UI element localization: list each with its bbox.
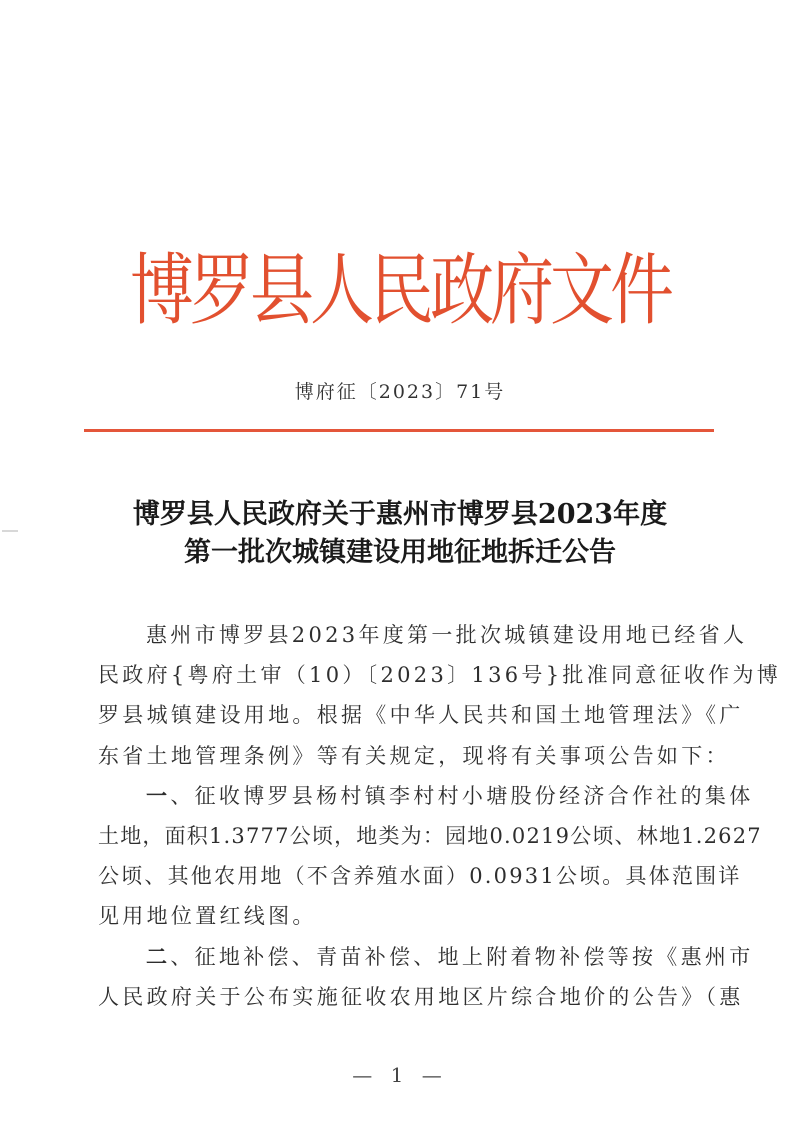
issuer-char: 府 bbox=[490, 246, 554, 337]
issuer-char: 民 bbox=[370, 246, 434, 337]
body-line: 罗县城镇建设用地。根据《中华人民共和国土地管理法》《广 bbox=[98, 703, 744, 728]
body-line: 土地，面积1.3777公顷，地类为：园地0.0219公顷、林地1.2627 bbox=[98, 824, 762, 849]
section-two-line bbox=[98, 937, 754, 977]
body-text bbox=[98, 615, 782, 1017]
body-line: 人民政府关于公布实施征收农用地区片综合地价的公告》（惠 bbox=[98, 984, 744, 1009]
body-line: 、征地补偿、青苗补偿、地上附着物补偿等按《惠州市 bbox=[170, 944, 754, 969]
document-title bbox=[0, 496, 800, 572]
issuer-char: 政 bbox=[430, 246, 494, 337]
body-line: 民政府{粤府土审（10）〔2023〕136号}批准同意征收作为博 bbox=[98, 663, 782, 688]
section-one-line bbox=[98, 776, 754, 816]
section-two-lead: 二 bbox=[146, 943, 171, 969]
issuer-char: 文 bbox=[550, 246, 614, 337]
body-line: 公顷、其他农用地（不含养殖水面）0.0931公顷。具体范围详 bbox=[98, 864, 742, 889]
body-line: 惠州市博罗县2023年度第一批次城镇建设用地已经省人 bbox=[146, 623, 748, 647]
issuer-header bbox=[130, 225, 674, 342]
issuer-char: 人 bbox=[310, 246, 374, 337]
document-number: 博府征〔2023〕71号 bbox=[294, 381, 506, 403]
title-line-2: 第一批次城镇建设用地征地拆迁公告 bbox=[184, 537, 616, 568]
red-divider-rule bbox=[84, 429, 714, 432]
title-line-1: 博罗县人民政府关于惠州市博罗县2023年度 bbox=[132, 499, 668, 530]
body-line: 、征收博罗县杨村镇李村村小塘股份经济合作社的集体 bbox=[170, 783, 754, 808]
issuer-char: 罗 bbox=[190, 246, 254, 337]
issuer-char: 县 bbox=[250, 246, 314, 337]
issuer-char: 博 bbox=[130, 246, 194, 337]
page-number: — 1 — bbox=[352, 1063, 448, 1087]
section-one-lead: 一 bbox=[146, 782, 171, 808]
issuer-char: 件 bbox=[610, 246, 674, 337]
body-line: 东省土地管理条例》等有关规定，现将有关事项公告如下： bbox=[98, 743, 730, 768]
body-line: 见用地位置红线图。 bbox=[98, 904, 317, 929]
